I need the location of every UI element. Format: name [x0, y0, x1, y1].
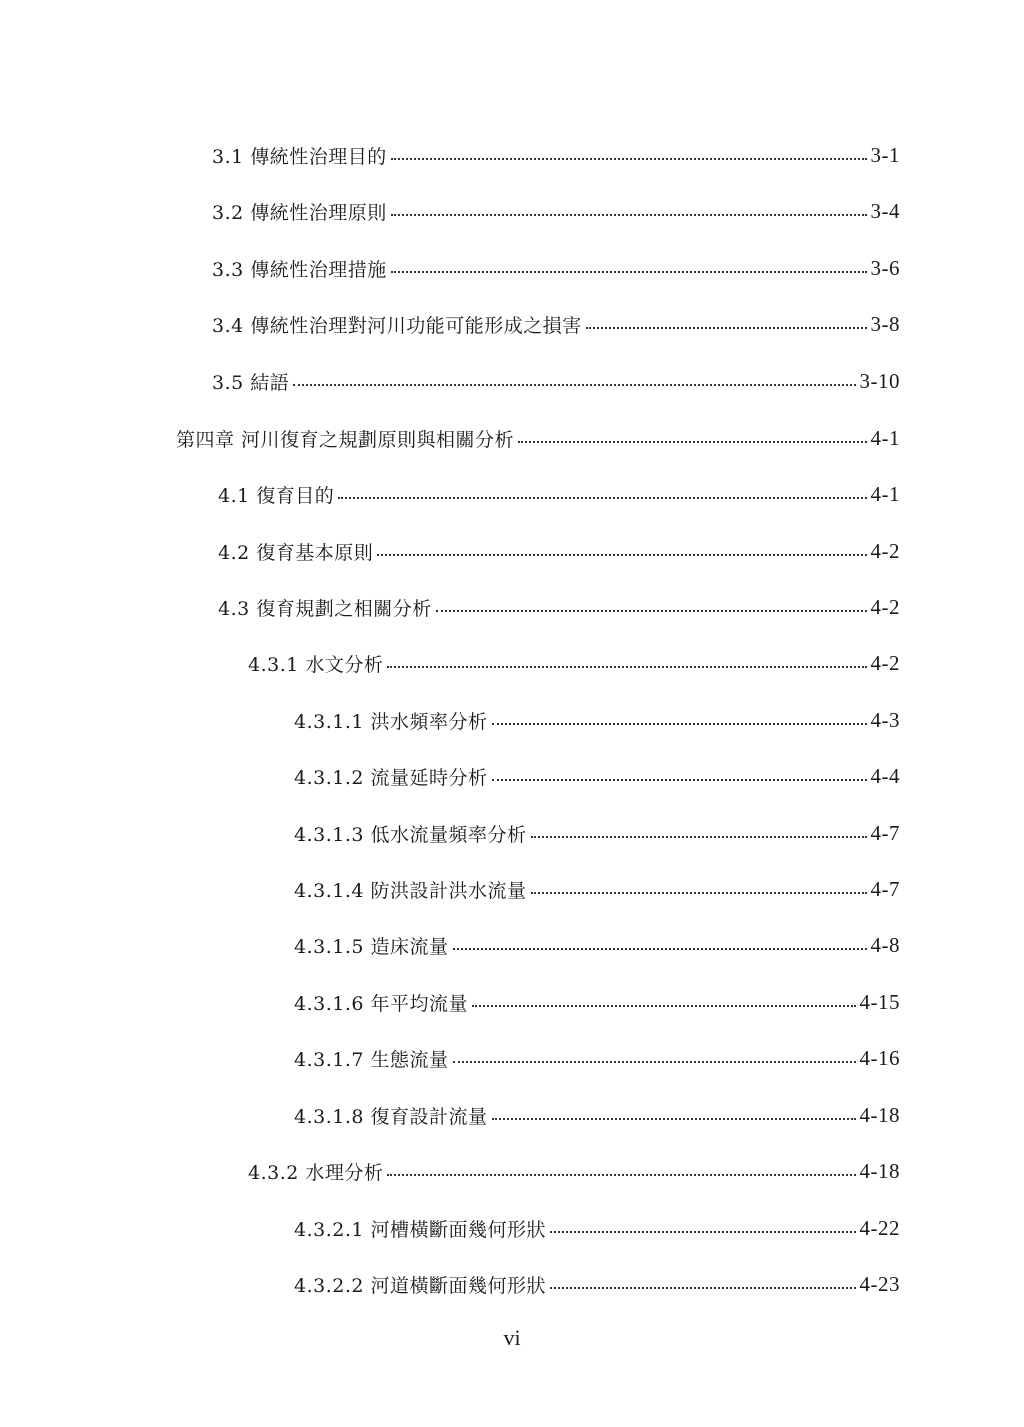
toc-dot-leader: [531, 836, 867, 838]
toc-entry-page: 4-18: [859, 1158, 900, 1183]
toc-entry-page: 4-1: [870, 425, 900, 450]
toc-entry-page: 4-2: [870, 650, 900, 675]
toc-entry[interactable]: [212, 309, 900, 339]
toc-dot-leader: [387, 666, 866, 668]
toc-entry-title: 4.3.1.6 年平均流量: [294, 992, 469, 1015]
toc-entry[interactable]: [218, 592, 900, 622]
toc-entry-page: 3-8: [870, 311, 900, 336]
toc-entry[interactable]: [294, 1100, 900, 1130]
toc-dot-leader: [531, 892, 867, 894]
toc-dot-leader: [453, 948, 867, 950]
toc-dot-leader: [293, 384, 855, 386]
toc-entry-title: 4.3.1.5 造床流量: [294, 935, 449, 958]
toc-dot-leader: [492, 779, 867, 781]
toc-entry-title: 3.5 結語: [212, 371, 290, 394]
toc-dot-leader: [387, 1174, 855, 1176]
toc-entry[interactable]: [218, 536, 900, 566]
toc-entry-page: 4-3: [870, 707, 900, 732]
toc-dot-leader: [377, 554, 866, 556]
toc-entry[interactable]: [294, 705, 900, 735]
toc-entry-page: 4-18: [859, 1102, 900, 1127]
toc-entry-title: 4.2 復育基本原則: [218, 541, 374, 564]
toc-entry-page: 4-16: [859, 1045, 900, 1070]
toc-entry[interactable]: [212, 140, 900, 170]
toc-entry[interactable]: [248, 1156, 900, 1186]
toc-entry-title: 3.4 傳統性治理對河川功能可能形成之損害: [212, 314, 582, 337]
toc-dot-leader: [391, 271, 867, 273]
toc-entry-page: 3-1: [870, 142, 900, 167]
toc-entry[interactable]: [294, 874, 900, 904]
page-number: vi: [503, 1325, 521, 1350]
toc-dot-leader: [338, 497, 866, 499]
toc-dot-leader: [492, 723, 867, 725]
toc-entry-title: 4.3.2 水理分析: [248, 1161, 384, 1184]
toc-entry-title: 4.3.1.4 防洪設計洪水流量: [294, 879, 527, 902]
toc-entry-title: 4.3.1.2 流量延時分析: [294, 766, 488, 789]
toc-entry-title: 第四章 河川復育之規劃原則與相關分析: [176, 428, 515, 451]
toc-entry[interactable]: [212, 366, 900, 396]
toc-entry-title: 3.1 傳統性治理目的: [212, 145, 387, 168]
toc-entry[interactable]: [294, 1213, 900, 1243]
toc-entry-title: 4.1 復育目的: [218, 484, 335, 507]
toc-entry[interactable]: [212, 196, 900, 226]
toc-dot-leader: [518, 441, 866, 443]
toc-entry-page: 3-4: [870, 198, 900, 223]
toc-entry[interactable]: [212, 253, 900, 283]
toc-entry-page: 4-8: [870, 932, 900, 957]
toc-dot-leader: [472, 1005, 855, 1007]
toc-entry-title: 4.3.2.2 河道橫斷面幾何形狀: [294, 1274, 547, 1297]
toc-entry[interactable]: [294, 818, 900, 848]
toc-entry-page: 4-2: [870, 538, 900, 563]
toc-entry-page: 4-23: [859, 1271, 900, 1296]
toc-entry-page: 3-10: [859, 368, 900, 393]
toc-dot-leader: [436, 610, 867, 612]
toc-entry-page: 4-2: [870, 594, 900, 619]
toc-entry-title: 4.3.1.3 低水流量頻率分析: [294, 823, 527, 846]
toc-entry-page: 4-1: [870, 481, 900, 506]
toc-dot-leader: [492, 1118, 856, 1120]
toc-entry-page: 4-7: [870, 876, 900, 901]
toc-dot-leader: [453, 1061, 856, 1063]
toc-dot-leader: [391, 158, 867, 160]
toc-entry-title: 3.2 傳統性治理原則: [212, 201, 387, 224]
toc-entry-title: 4.3.1.7 生態流量: [294, 1048, 449, 1071]
toc-entry-title: 4.3.2.1 河槽橫斷面幾何形狀: [294, 1218, 547, 1241]
toc-entry-page: 4-4: [870, 763, 900, 788]
toc-entry[interactable]: [294, 1269, 900, 1299]
toc-dot-leader: [550, 1231, 855, 1233]
toc-dot-leader: [391, 214, 867, 216]
toc-entry-page: 4-7: [870, 820, 900, 845]
toc-entry[interactable]: [294, 987, 900, 1017]
toc-entry[interactable]: [248, 648, 900, 678]
toc-entry-title: 4.3.1.8 復育設計流量: [294, 1105, 488, 1128]
toc-entry[interactable]: [294, 1043, 900, 1073]
toc-entry-page: 3-6: [870, 255, 900, 280]
toc-entry[interactable]: [294, 930, 900, 960]
toc-entry[interactable]: [218, 479, 900, 509]
toc-dot-leader: [586, 327, 867, 329]
toc-entry-title: 4.3.1 水文分析: [248, 653, 384, 676]
toc-entry-title: 4.3.1.1 洪水頻率分析: [294, 710, 488, 733]
toc-entry-page: 4-22: [859, 1215, 900, 1240]
toc-entry[interactable]: [294, 761, 900, 791]
toc-entry-title: 3.3 傳統性治理措施: [212, 258, 387, 281]
toc-dot-leader: [550, 1287, 855, 1289]
toc-entry-title: 4.3 復育規劃之相關分析: [218, 597, 432, 620]
toc-entry-page: 4-15: [859, 989, 900, 1014]
toc-chapter-entry[interactable]: [176, 423, 900, 453]
